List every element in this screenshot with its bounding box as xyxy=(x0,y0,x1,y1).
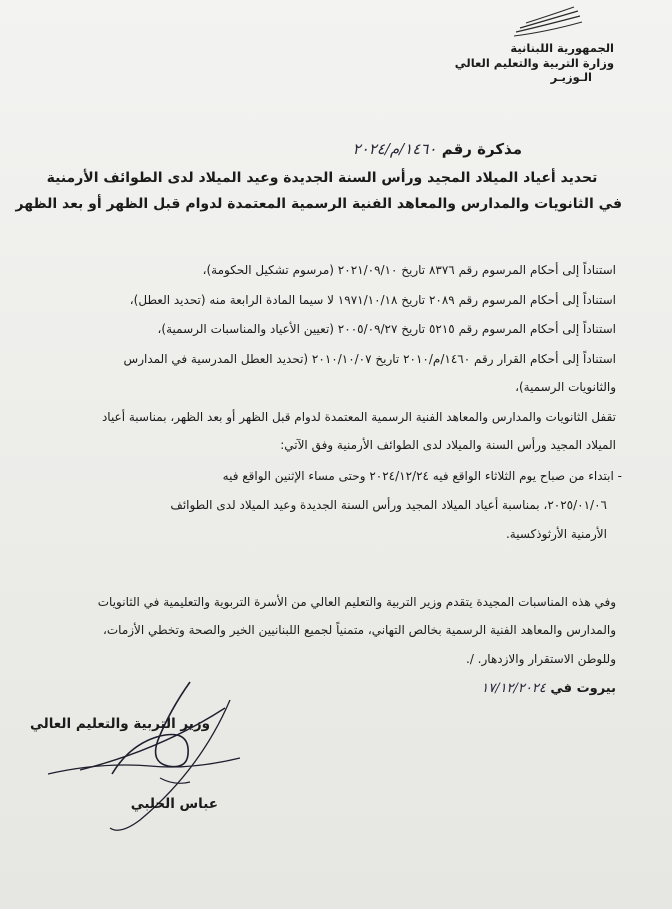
recital-line: والثانويات الرسمية)، xyxy=(515,380,616,394)
date-label: بيروت في xyxy=(550,681,616,696)
minister-label: الـوزيـر xyxy=(550,70,592,84)
recital-line: استناداً إلى أحكام القرار رقم ١٤٦٠/م/٢٠١٠ تاريخ ٢٠١٠/١٠/٠٧ (تحديد العطل المدرسية في المدارس xyxy=(123,352,616,366)
signatory-title: وزير التربية والتعليم العالي xyxy=(30,716,211,732)
date-value: ١٧/١٢/٢٠٢٤ xyxy=(481,681,546,696)
decision-line: تقفل الثانويات والمدارس والمعاهد الفنية الرسمية المعتمدة لدوام قبل الظهر أو بعد الظهر، بمناسبة أعياد xyxy=(101,410,616,424)
closing-line: والمدارس والمعاهد الفنية الرسمية بخالص التهاني، متمنياً لجميع اللبنانيين الخير والصحة وتخطي الأزمات، xyxy=(103,623,616,637)
cedar-logo-icon xyxy=(512,6,584,40)
decision-line: الميلاد المجيد ورأس السنة والميلاد لدى الطوائف الأرمنية وفق الآتي: xyxy=(280,438,616,452)
closing-line: وللوطن الاستقرار والازدهار. /. xyxy=(466,652,616,666)
ministry-header xyxy=(414,41,614,85)
memo-label: مذكرة رقم xyxy=(441,140,522,158)
memo-title-line-2: في الثانويات والمدارس والمعاهد الفنية الرسمية المعتمدة لدوام قبل الظهر أو بعد الظهر xyxy=(15,196,622,212)
closing-line: وفي هذه المناسبات المجيدة يتقدم وزير التربية والتعليم العالي من الأسرة التربوية والتعليمية في الثانويات xyxy=(97,595,616,609)
signatory-name: عباس الحلبي xyxy=(130,796,218,812)
republic-name: الجمهورية اللبنانية xyxy=(510,41,614,55)
bullet-line: - ابتداء من صباح يوم الثلاثاء الواقع فيه ٢٠٢٤/١٢/٢٤ وحتى مساء الإثنين الواقع فيه xyxy=(222,469,622,483)
memo-number: ١٤٦٠/م/٢٠٢٤ xyxy=(352,140,437,158)
ministry-name: وزارة التربية والتعليم العالي xyxy=(454,55,614,70)
memo-title-line-1: تحديد أعياد الميلاد المجيد ورأس السنة الجديدة وعيد الميلاد لدى الطوائف الأرمنية xyxy=(46,170,598,186)
recital-line: استناداً إلى أحكام المرسوم رقم ٥٢١٥ تاريخ ٢٠٠٥/٠٩/٢٧ (تعيين الأعياد والمناسبات الرسمية)، xyxy=(157,322,616,336)
recital-line: استناداً إلى أحكام المرسوم رقم ٨٣٧٦ تاريخ ٢٠٢١/٠٩/١٠ (مرسوم تشكيل الحكومة)، xyxy=(202,263,616,277)
handwritten-signature-icon xyxy=(40,670,280,840)
bullet-line: الأرمنية الأرثوذكسية. xyxy=(505,527,607,541)
bullet-line: ٢٠٢٥/٠١/٠٦، بمناسبة أعياد الميلاد المجيد ورأس السنة الجديدة وعيد الميلاد لدى الطوائف xyxy=(170,498,607,512)
recital-line: استناداً إلى أحكام المرسوم رقم ٢٠٨٩ تاريخ ١٩٧١/١٠/١٨ لا سيما المادة الرابعة منه (تحديد العطل)، xyxy=(129,293,616,307)
memo-number-line xyxy=(162,140,522,158)
